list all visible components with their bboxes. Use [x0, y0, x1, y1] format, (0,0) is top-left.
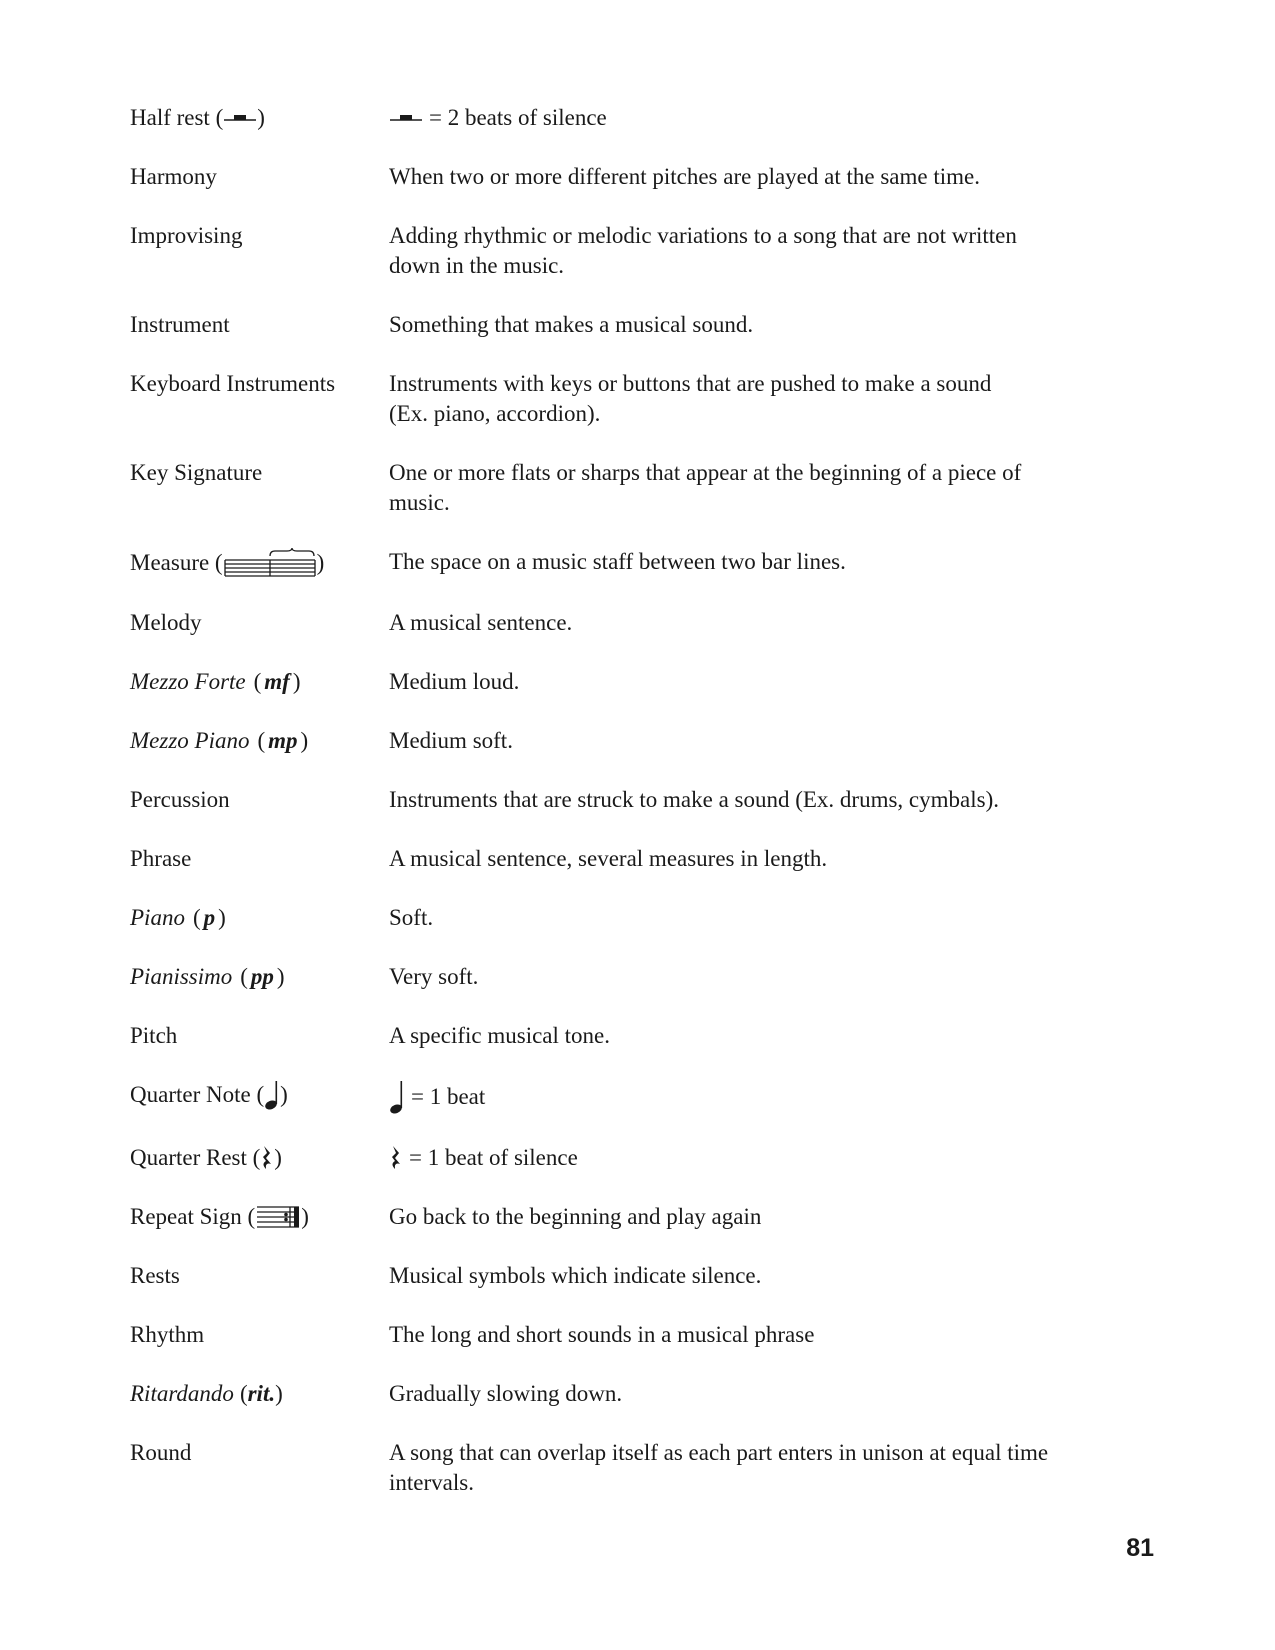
term-label: Quarter Note (	[130, 1082, 265, 1107]
page-number: 81	[1126, 1534, 1154, 1562]
term-label: Ritardando	[130, 1381, 234, 1406]
quarter-note-icon	[264, 1080, 280, 1110]
term-label: Mezzo Forte	[130, 669, 246, 694]
definition	[389, 962, 1140, 992]
term	[130, 1438, 389, 1468]
glossary-list	[130, 103, 1140, 1527]
glossary-entry-repeat-sign	[130, 1202, 1140, 1232]
term	[130, 785, 389, 815]
definition	[389, 1080, 1140, 1114]
glossary-entry-keyboard-instruments	[130, 369, 1140, 429]
term	[130, 726, 389, 756]
paren-open: (	[239, 1381, 248, 1406]
quarter-rest-icon	[389, 1145, 403, 1171]
definition	[389, 785, 1140, 815]
glossary-entry-ritardando	[130, 1379, 1140, 1409]
paren-open: (	[253, 669, 262, 694]
term-label: Mezzo Piano	[130, 728, 250, 753]
glossary-entry-quarter-rest	[130, 1143, 1140, 1173]
term	[130, 221, 389, 251]
definition-text: A song that can overlap itself as each part enters in unison at equal time	[389, 1440, 1049, 1465]
definition	[389, 1143, 1140, 1173]
glossary-entry-rhythm	[130, 1320, 1140, 1350]
term	[130, 1202, 389, 1232]
definition-text: intervals.	[389, 1470, 474, 1495]
paren-open: (	[240, 964, 248, 989]
glossary-entry-pitch	[130, 1021, 1140, 1051]
term-label: Repeat Sign (	[130, 1204, 256, 1229]
definition	[389, 903, 1140, 933]
term	[130, 458, 389, 488]
term-close: )	[257, 105, 265, 130]
term-label: Half rest (	[130, 105, 224, 130]
glossary-entry-piano	[130, 903, 1140, 933]
paren-close: )	[275, 1381, 283, 1406]
quarter-note-icon	[389, 1080, 405, 1114]
half-rest-icon	[223, 111, 257, 125]
term-label: Round	[130, 1440, 192, 1465]
dynamic-marking: mf	[264, 669, 290, 694]
term	[130, 310, 389, 340]
glossary-entry-rests	[130, 1261, 1140, 1291]
definition	[389, 1320, 1140, 1350]
glossary-entry-half-rest	[130, 103, 1140, 133]
term	[130, 1143, 389, 1173]
definition-text: Something that makes a musical sound.	[389, 312, 754, 337]
definition	[389, 221, 1140, 281]
definition-text: Musical symbols which indicate silence.	[389, 1263, 762, 1288]
glossary-entry-mezzo-forte	[130, 667, 1140, 697]
glossary-entry-percussion	[130, 785, 1140, 815]
definition-text: Instruments with keys or buttons that are pushed to make a sound	[389, 371, 992, 396]
paren-close: )	[276, 964, 285, 989]
term	[130, 844, 389, 874]
term	[130, 1080, 389, 1110]
definition-text: = 1 beat of silence	[409, 1145, 578, 1170]
term	[130, 667, 389, 697]
definition	[389, 458, 1140, 518]
definition-text: = 2 beats of silence	[429, 105, 607, 130]
paren-close: )	[292, 669, 301, 694]
paren-close: )	[300, 728, 309, 753]
term	[130, 608, 389, 638]
term	[130, 1261, 389, 1291]
glossary-entry-phrase	[130, 844, 1140, 874]
term-label: Improvising	[130, 223, 243, 248]
term-label: Rhythm	[130, 1322, 205, 1347]
glossary-entry-melody	[130, 608, 1140, 638]
definition	[389, 608, 1140, 638]
term	[130, 1379, 389, 1409]
glossary-entry-instrument	[130, 310, 1140, 340]
term-label: Percussion	[130, 787, 230, 812]
term-label: Keyboard Instruments	[130, 371, 336, 396]
definition-text: Gradually slowing down.	[389, 1381, 623, 1406]
term-label: Melody	[130, 610, 202, 635]
definition	[389, 1438, 1140, 1498]
term-label: Instrument	[130, 312, 230, 337]
term-close: )	[280, 1082, 288, 1107]
definition-text: A specific musical tone.	[389, 1023, 610, 1048]
term-label: Pitch	[130, 1023, 178, 1048]
glossary-entry-quarter-note	[130, 1080, 1140, 1114]
term-close: )	[316, 550, 325, 575]
term-label: Phrase	[130, 846, 192, 871]
glossary-entry-harmony	[130, 162, 1140, 192]
term-label: Pianissimo	[130, 964, 233, 989]
definition-text: A musical sentence.	[389, 610, 573, 635]
dynamic-marking: p	[203, 905, 216, 930]
glossary-entry-round	[130, 1438, 1140, 1498]
glossary-entry-mezzo-piano	[130, 726, 1140, 756]
definition	[389, 1021, 1140, 1051]
term	[130, 162, 389, 192]
definition-text: (Ex. piano, accordion).	[389, 401, 601, 426]
term	[130, 547, 389, 579]
definition-text: Soft.	[389, 905, 434, 930]
definition-text: Very soft.	[389, 964, 479, 989]
definition-text: Go back to the beginning and play again	[389, 1204, 762, 1229]
term	[130, 369, 389, 399]
definition	[389, 1379, 1140, 1409]
term-close: )	[274, 1145, 282, 1170]
definition	[389, 310, 1140, 340]
term-label: Piano	[130, 905, 185, 930]
dynamic-marking: pp	[250, 964, 274, 989]
definition	[389, 369, 1140, 429]
term	[130, 1320, 389, 1350]
term	[130, 103, 389, 133]
definition-text: Instruments that are struck to make a sound (Ex. drums, cymbals).	[389, 787, 999, 812]
definition-text: The long and short sounds in a musical phrase	[389, 1322, 815, 1347]
definition-text: Adding rhythmic or melodic variations to a song that are not written	[389, 223, 1017, 248]
term	[130, 903, 389, 933]
paren-open: (	[192, 905, 201, 930]
definition	[389, 103, 1140, 133]
term-label: Measure (	[130, 550, 223, 575]
definition	[389, 844, 1140, 874]
paren-close: )	[218, 905, 226, 930]
definition-text: The space on a music staff between two bar lines.	[389, 549, 846, 574]
quarter-rest-icon	[260, 1145, 274, 1171]
measure-icon	[223, 547, 317, 579]
term	[130, 1021, 389, 1051]
half-rest-icon	[389, 111, 423, 125]
definition	[389, 547, 1140, 577]
repeat-sign-icon	[255, 1203, 301, 1231]
term	[130, 962, 389, 992]
definition-text: A musical sentence, several measures in length.	[389, 846, 828, 871]
term-label: Rests	[130, 1263, 180, 1288]
definition	[389, 162, 1140, 192]
definition-text: When two or more different pitches are played at the same time.	[389, 164, 980, 189]
dynamic-marking: mp	[268, 728, 298, 753]
glossary-entry-pianissimo	[130, 962, 1140, 992]
abbreviation: rit.	[247, 1381, 276, 1406]
definition-text: = 1 beat	[411, 1084, 486, 1109]
glossary-entry-key-signature	[130, 458, 1140, 518]
glossary-entry-measure	[130, 547, 1140, 579]
term-label: Key Signature	[130, 460, 263, 485]
definition-text: down in the music.	[389, 253, 565, 278]
term-close: )	[301, 1204, 309, 1229]
glossary-entry-improvising	[130, 221, 1140, 281]
term-label: Quarter Rest (	[130, 1145, 261, 1170]
definition-text: Medium loud.	[389, 669, 520, 694]
definition-text: Medium soft.	[389, 728, 513, 753]
definition	[389, 667, 1140, 697]
definition-text: One or more flats or sharps that appear at the beginning of a piece of	[389, 460, 1022, 485]
paren-open: (	[257, 728, 266, 753]
definition	[389, 1202, 1140, 1232]
definition-text: music.	[389, 490, 450, 515]
term-label: Harmony	[130, 164, 217, 189]
definition	[389, 726, 1140, 756]
definition	[389, 1261, 1140, 1291]
